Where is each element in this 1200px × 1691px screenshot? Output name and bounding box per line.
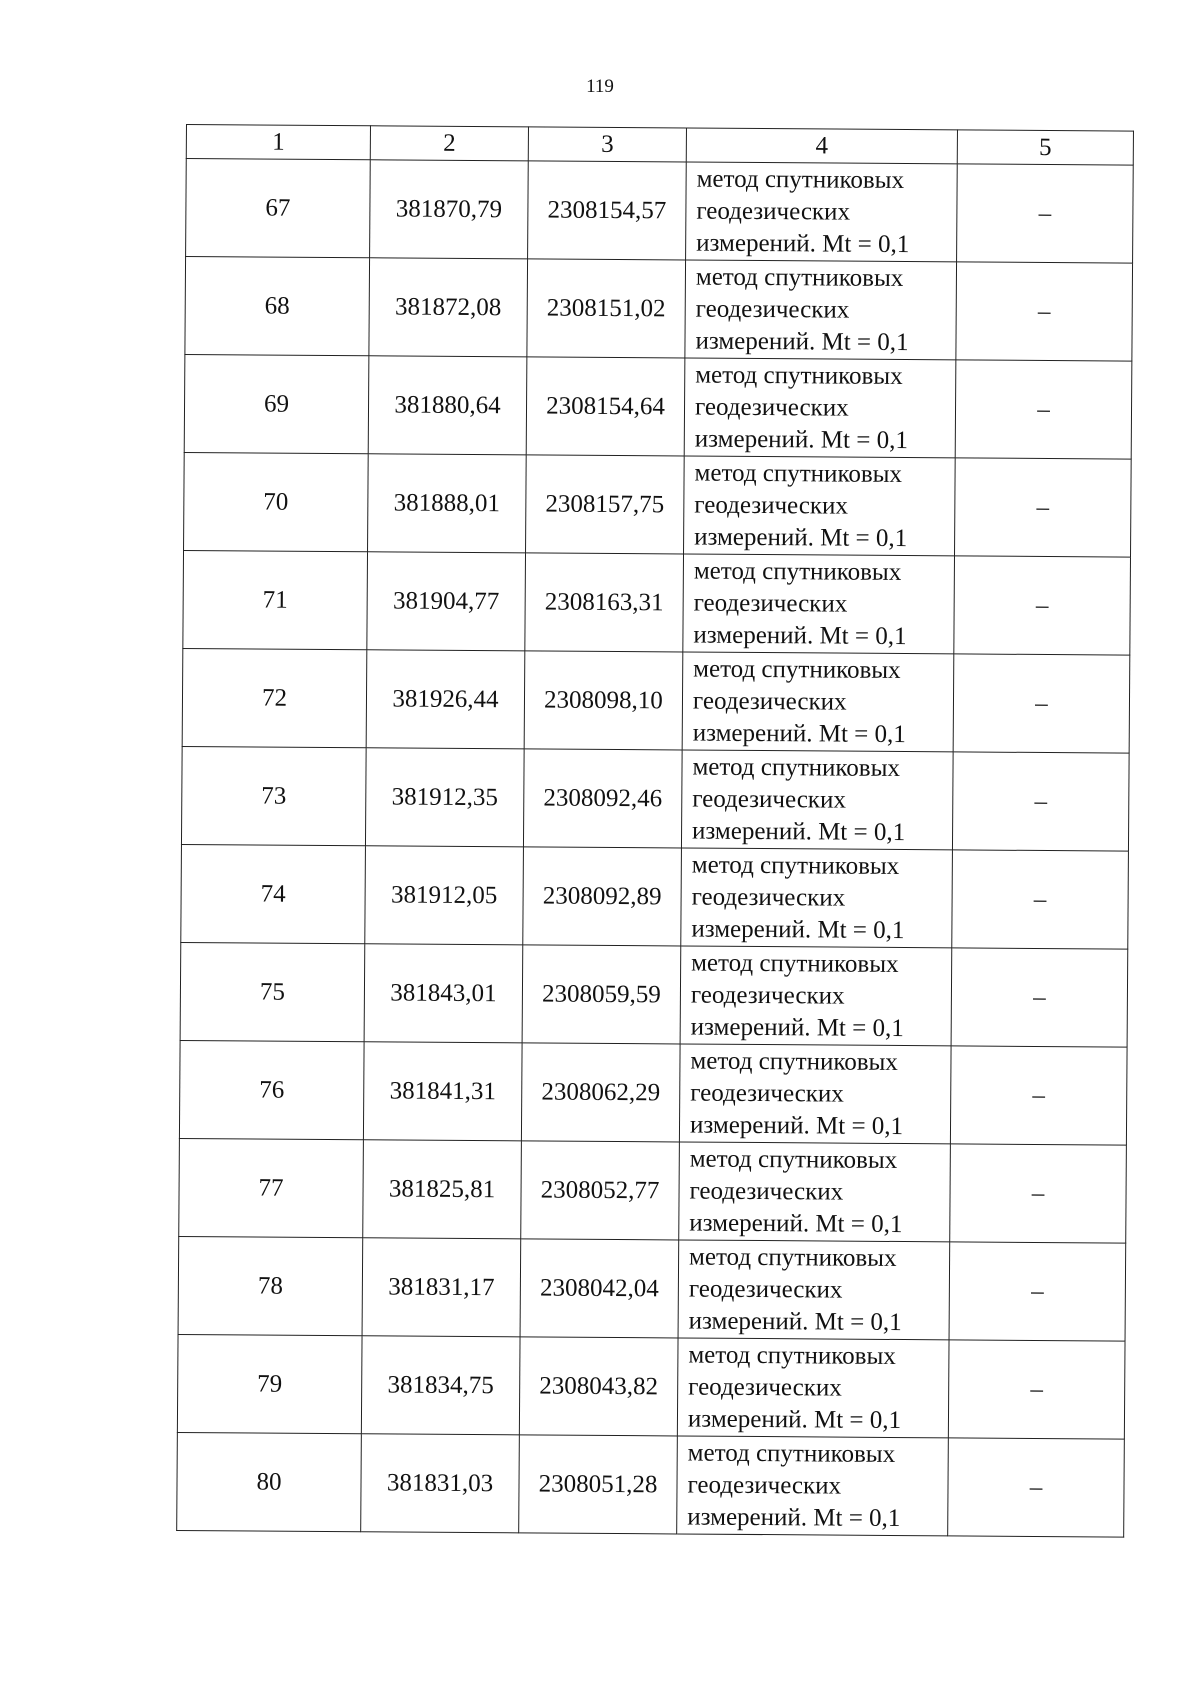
method-cell — [681, 750, 953, 850]
x-coordinate-cell: 381904,77 — [367, 552, 526, 651]
point-number-cell: 73 — [181, 746, 366, 845]
method-line: метод спутниковых — [687, 1439, 896, 1468]
x-coordinate-cell: 381841,31 — [363, 1042, 522, 1141]
method-line: метод спутниковых — [690, 1047, 898, 1076]
column-header: 2 — [370, 126, 528, 161]
method-line: геодезических — [688, 1373, 842, 1402]
method-line: измерений. Mt = 0,1 — [694, 523, 908, 552]
x-coordinate-cell: 381870,79 — [370, 160, 529, 259]
table-row — [181, 844, 1129, 949]
method-line: измерений. Mt = 0,1 — [689, 1209, 903, 1238]
x-coordinate-cell: 381843,01 — [364, 944, 523, 1043]
y-coordinate-cell: 2308154,57 — [528, 161, 687, 260]
point-number-cell: 70 — [184, 452, 369, 551]
x-coordinate-cell: 381825,81 — [363, 1140, 522, 1239]
extra-cell: – — [948, 1340, 1125, 1439]
table-row — [184, 452, 1132, 557]
method-line: геодезических — [692, 785, 846, 814]
column-header: 3 — [528, 127, 686, 162]
table-row — [186, 159, 1134, 264]
method-cell — [686, 162, 958, 262]
table-row — [177, 1432, 1125, 1537]
y-coordinate-cell: 2308157,75 — [526, 455, 685, 554]
point-number-cell: 74 — [181, 844, 366, 943]
column-header: 1 — [186, 125, 370, 160]
extra-cell: – — [955, 360, 1132, 459]
method-line: измерений. Mt = 0,1 — [696, 229, 910, 258]
y-coordinate-cell: 2308042,04 — [520, 1239, 679, 1338]
x-coordinate-cell: 381872,08 — [369, 258, 528, 357]
method-cell — [679, 1142, 951, 1242]
x-coordinate-cell: 381831,17 — [362, 1238, 521, 1337]
method-cell — [684, 456, 956, 556]
extra-cell: – — [953, 654, 1130, 753]
table-row — [179, 1138, 1127, 1243]
method-line: метод спутниковых — [689, 1243, 897, 1272]
point-number-cell: 79 — [177, 1334, 362, 1433]
point-number-cell: 72 — [182, 648, 367, 747]
y-coordinate-cell: 2308052,77 — [521, 1141, 680, 1240]
point-number-cell: 67 — [186, 159, 371, 258]
y-coordinate-cell: 2308062,29 — [521, 1043, 680, 1142]
method-cell — [678, 1240, 950, 1340]
method-line: метод спутниковых — [692, 753, 901, 782]
method-line: геодезических — [694, 491, 849, 520]
method-line: измерений. Mt = 0,1 — [690, 1013, 904, 1042]
method-line: геодезических — [693, 589, 848, 618]
method-line: геодезических — [696, 197, 851, 226]
method-line: измерений. Mt = 0,1 — [691, 817, 906, 846]
method-line: измерений. Mt = 0,1 — [694, 425, 908, 454]
method-line: измерений. Mt = 0,1 — [691, 915, 905, 944]
method-cell — [684, 358, 956, 458]
extra-cell: – — [954, 556, 1131, 655]
method-cell — [681, 848, 953, 948]
method-line: метод спутниковых — [696, 165, 905, 194]
method-line: метод спутниковых — [688, 1341, 896, 1370]
method-line: геодезических — [695, 295, 850, 324]
extra-cell: – — [955, 458, 1132, 557]
method-line: геодезических — [688, 1275, 843, 1304]
method-cell — [680, 946, 952, 1046]
method-line: метод спутниковых — [693, 655, 901, 684]
point-number-cell: 80 — [177, 1432, 362, 1531]
method-line: геодезических — [691, 883, 846, 912]
point-number-cell: 78 — [178, 1236, 363, 1335]
method-cell — [677, 1338, 949, 1438]
method-line: измерений. Mt = 0,1 — [695, 327, 909, 356]
y-coordinate-cell: 2308092,89 — [523, 847, 682, 946]
table-row — [179, 1040, 1127, 1145]
y-coordinate-cell: 2308043,82 — [519, 1337, 678, 1436]
method-line: измерений. Mt = 0,1 — [687, 1405, 902, 1434]
method-line: измерений. Mt = 0,1 — [693, 621, 907, 650]
method-line: геодезических — [690, 981, 845, 1010]
method-line: измерений. Mt = 0,1 — [688, 1307, 902, 1336]
method-line: геодезических — [687, 1471, 842, 1500]
page-number: 119 — [586, 76, 614, 97]
table-row — [182, 648, 1130, 753]
point-number-cell: 71 — [183, 550, 368, 649]
y-coordinate-cell: 2308059,59 — [522, 945, 681, 1044]
extra-cell: – — [952, 752, 1129, 851]
method-cell — [685, 260, 957, 360]
method-line: геодезических — [689, 1177, 844, 1206]
method-cell — [677, 1436, 949, 1536]
y-coordinate-cell: 2308051,28 — [519, 1435, 678, 1534]
method-cell — [682, 652, 954, 752]
x-coordinate-cell: 381834,75 — [361, 1336, 520, 1435]
point-number-cell: 77 — [179, 1138, 364, 1237]
y-coordinate-cell: 2308163,31 — [525, 553, 684, 652]
method-line: метод спутниковых — [691, 851, 900, 880]
table-row — [178, 1236, 1126, 1341]
point-number-cell: 68 — [185, 257, 370, 356]
y-coordinate-cell: 2308154,64 — [526, 357, 685, 456]
method-line: метод спутниковых — [689, 1145, 898, 1174]
x-coordinate-cell: 381831,03 — [361, 1434, 520, 1533]
extra-cell: – — [952, 850, 1129, 949]
y-coordinate-cell: 2308092,46 — [523, 749, 682, 848]
table-row — [183, 550, 1131, 655]
point-number-cell: 76 — [179, 1040, 364, 1139]
column-header: 5 — [957, 130, 1133, 165]
x-coordinate-cell: 381912,05 — [365, 846, 524, 945]
table-row — [180, 942, 1128, 1047]
x-coordinate-cell: 381880,64 — [368, 356, 527, 455]
method-line: измерений. Mt = 0,1 — [687, 1503, 901, 1532]
x-coordinate-cell: 381926,44 — [366, 650, 525, 749]
method-line: измерений. Mt = 0,1 — [692, 719, 906, 748]
extra-cell: – — [948, 1438, 1125, 1537]
table-row — [181, 746, 1129, 851]
coordinates-table — [176, 124, 1134, 1538]
extra-cell: – — [949, 1242, 1126, 1341]
method-line: метод спутниковых — [695, 263, 904, 292]
point-number-cell: 69 — [184, 354, 369, 453]
method-line: метод спутниковых — [694, 459, 903, 488]
table-row — [185, 257, 1133, 362]
x-coordinate-cell: 381888,01 — [368, 454, 527, 553]
extra-cell: – — [957, 164, 1134, 263]
extra-cell: – — [956, 262, 1133, 361]
table-row — [177, 1334, 1125, 1439]
extra-cell: – — [950, 1046, 1127, 1145]
method-line: геодезических — [690, 1079, 844, 1108]
column-header: 4 — [686, 128, 957, 164]
extra-cell: – — [951, 948, 1128, 1047]
method-cell — [679, 1044, 951, 1144]
method-line: метод спутниковых — [695, 361, 903, 390]
method-line: геодезических — [692, 687, 847, 716]
x-coordinate-cell: 381912,35 — [365, 748, 524, 847]
method-cell — [683, 554, 955, 654]
method-line: измерений. Mt = 0,1 — [689, 1111, 904, 1140]
method-line: метод спутниковых — [691, 949, 899, 978]
extra-cell: – — [950, 1144, 1127, 1243]
table-row — [184, 354, 1132, 459]
y-coordinate-cell: 2308151,02 — [527, 259, 686, 358]
y-coordinate-cell: 2308098,10 — [524, 651, 683, 750]
point-number-cell: 75 — [180, 942, 365, 1041]
method-line: метод спутниковых — [693, 557, 902, 586]
method-line: геодезических — [694, 393, 849, 422]
